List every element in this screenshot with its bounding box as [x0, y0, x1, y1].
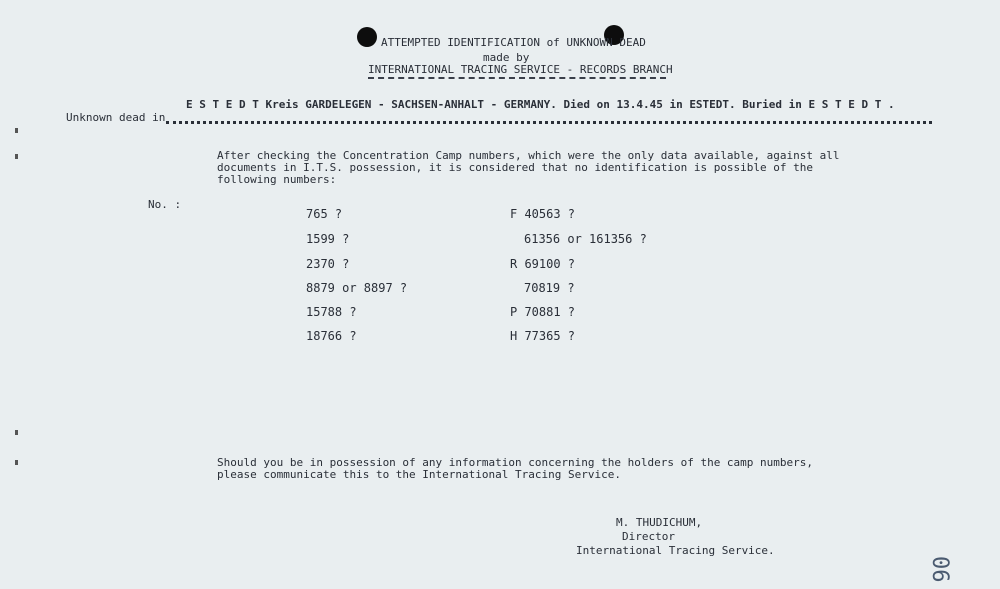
numbers-label: No. : [148, 198, 182, 211]
organization-line: INTERNATIONAL TRACING SERVICE - RECORDS BRANCH [368, 63, 673, 76]
camp-number: F 40563 ? [510, 207, 576, 221]
camp-number: 1599 ? [306, 232, 350, 246]
camp-number: 61356 or 161356 ? [524, 232, 647, 246]
camp-number: 2370 ? [306, 257, 350, 271]
camp-number: 18766 ? [306, 329, 357, 343]
camp-number: 8879 or 8897 ? [306, 281, 408, 295]
page-stamp: 06 [927, 556, 952, 583]
intro-line-2: documents in I.T.S. possession, it is considered that no identification is possible of the [217, 161, 814, 174]
signature-role: Director [622, 530, 675, 543]
closing-line-2: please communicate this to the International Tracing Service. [217, 468, 621, 481]
margin-mark [15, 154, 18, 159]
margin-mark [15, 128, 18, 133]
unknown-dead-label: Unknown dead in [66, 111, 166, 124]
punch-hole-left [357, 27, 377, 47]
camp-number: 70819 ? [524, 281, 575, 295]
closing-line-1: Should you be in possession of any information concerning the holders of the camp numbers, [217, 456, 814, 469]
camp-number: P 70881 ? [510, 305, 576, 319]
camp-number: 15788 ? [306, 305, 357, 319]
signature-org: International Tracing Service. [576, 544, 775, 557]
signature-name: M. THUDICHUM, [616, 516, 703, 529]
unknown-dead-details: E S T E D T Kreis GARDELEGEN - SACHSEN-ANHALT - GERMANY. Died on 13.4.45 in ESTEDT. Buried in E S T E D T . [186, 98, 895, 111]
intro-line-3: following numbers: [217, 173, 337, 186]
intro-line-1: After checking the Concentration Camp numbers, which were the only data available, against all [217, 149, 840, 162]
camp-number: H 77365 ? [510, 329, 576, 343]
header-underline [368, 77, 666, 79]
document-title: ATTEMPTED IDENTIFICATION of UNKNOWN DEAD [381, 36, 646, 49]
margin-mark [15, 460, 18, 465]
margin-mark [15, 430, 18, 435]
camp-number: R 69100 ? [510, 257, 576, 271]
made-by-line: made by [483, 51, 530, 64]
camp-number: 765 ? [306, 207, 343, 221]
dotted-rule [166, 121, 932, 124]
